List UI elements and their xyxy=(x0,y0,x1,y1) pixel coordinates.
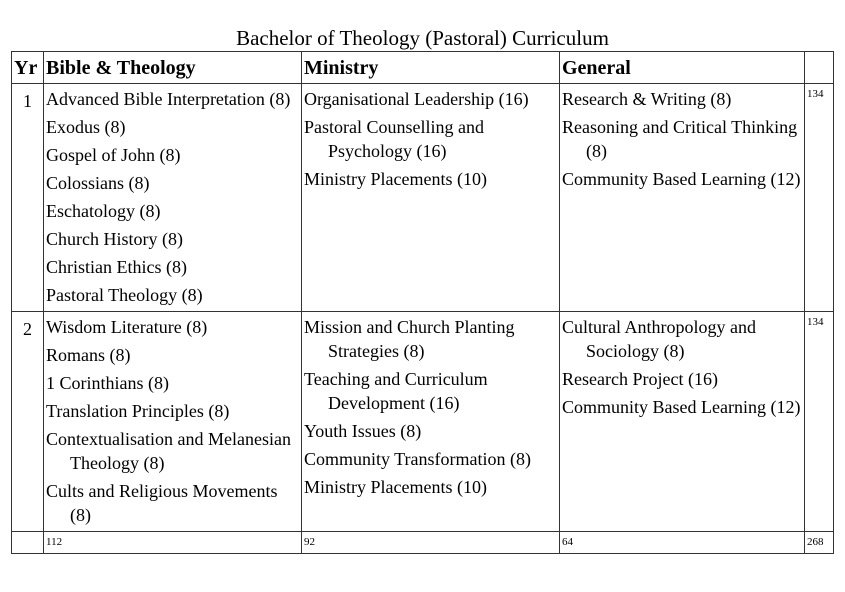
year-total: 134 xyxy=(805,84,834,312)
course-item: Eschatology (8) xyxy=(46,201,161,221)
course-item: Pastoral Theology (8) xyxy=(46,285,203,305)
ministry-cell xyxy=(302,312,560,532)
header-yr: Yr xyxy=(12,52,44,84)
course-item: Cults and Religious Movements (8) xyxy=(46,481,278,525)
course-item: Church History (8) xyxy=(46,229,183,249)
course-item: Community Based Learning (12) xyxy=(562,169,801,189)
course-item: Ministry Placements (10) xyxy=(304,169,487,189)
course-item: Youth Issues (8) xyxy=(304,421,422,441)
year-row-2 xyxy=(12,312,834,532)
course-item: Gospel of John (8) xyxy=(46,145,181,165)
total-general: 64 xyxy=(560,532,805,554)
year-number: 2 xyxy=(12,312,44,532)
header-general: General xyxy=(560,52,805,84)
curriculum-table xyxy=(11,51,834,554)
course-item: Pastoral Counselling and Psychology (16) xyxy=(304,117,484,161)
course-item: Wisdom Literature (8) xyxy=(46,317,208,337)
course-item: Research & Writing (8) xyxy=(562,89,732,109)
course-item: Community Based Learning (12) xyxy=(562,397,801,417)
course-item: Christian Ethics (8) xyxy=(46,257,187,277)
course-item: Contextualisation and Melanesian Theology (8) xyxy=(46,429,291,473)
totals-yr xyxy=(12,532,44,554)
course-item: Research Project (16) xyxy=(562,369,718,389)
course-item: Advanced Bible Interpretation (8) xyxy=(46,89,291,109)
header-total xyxy=(805,52,834,84)
year-total: 134 xyxy=(805,312,834,532)
general-cell xyxy=(560,312,805,532)
year-row-1 xyxy=(12,84,834,312)
course-item: Romans (8) xyxy=(46,345,131,365)
header-ministry: Ministry xyxy=(302,52,560,84)
bible-theology-cell xyxy=(44,312,302,532)
course-item: Community Transformation (8) xyxy=(304,449,532,469)
course-item: 1 Corinthians (8) xyxy=(46,373,169,393)
course-item: Teaching and Curriculum Development (16) xyxy=(304,369,488,413)
bible-theology-cell xyxy=(44,84,302,312)
grand-total: 268 xyxy=(805,532,834,554)
course-item: Translation Principles (8) xyxy=(46,401,230,421)
course-item: Cultural Anthropology and Sociology (8) xyxy=(562,317,756,361)
total-bible-theology: 112 xyxy=(44,532,302,554)
general-cell xyxy=(560,84,805,312)
course-item: Exodus (8) xyxy=(46,117,126,137)
course-item: Mission and Church Planting Strategies (8) xyxy=(304,317,515,361)
year-number: 1 xyxy=(12,84,44,312)
course-item: Reasoning and Critical Thinking (8) xyxy=(562,117,798,161)
header-row xyxy=(12,52,834,84)
document-title: Bachelor of Theology (Pastoral) Curriculum xyxy=(236,26,609,50)
header-bible-theology: Bible & Theology xyxy=(44,52,302,84)
course-item: Organisational Leadership (16) xyxy=(304,89,529,109)
ministry-cell xyxy=(302,84,560,312)
total-ministry: 92 xyxy=(302,532,560,554)
course-item: Ministry Placements (10) xyxy=(304,477,487,497)
totals-row xyxy=(12,532,834,554)
course-item: Colossians (8) xyxy=(46,173,150,193)
